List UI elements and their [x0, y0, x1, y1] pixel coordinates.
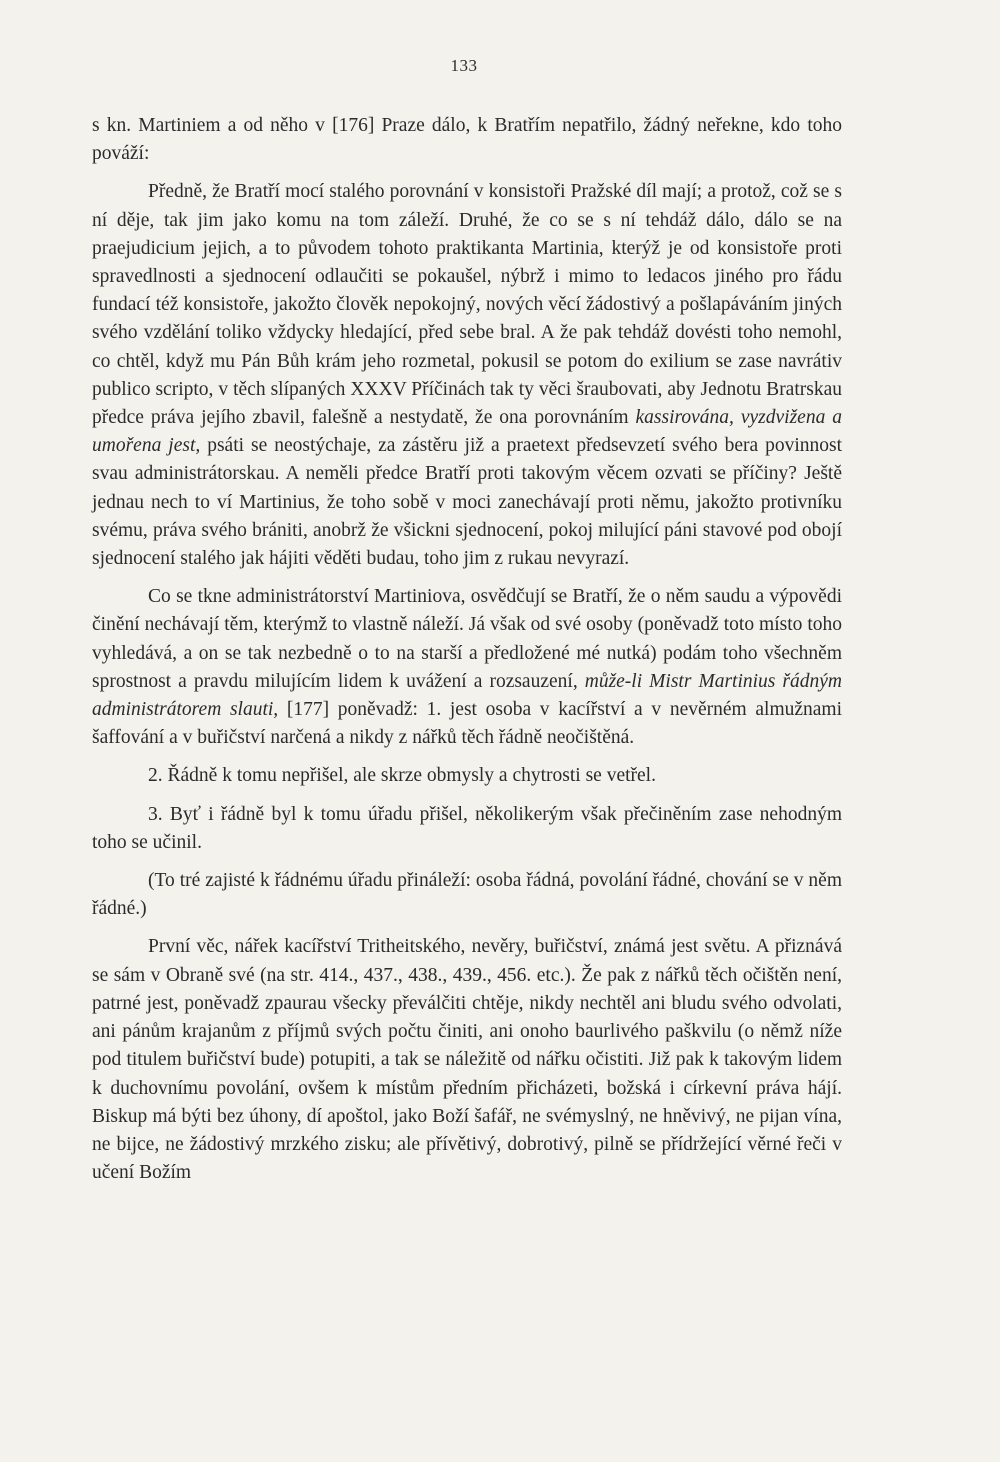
text-segment: (To tré zajisté k řádnému úřadu přináleží: osoba řádná, povolání řádné, chování se v něm řádné.): [92, 870, 842, 920]
paragraph: [92, 933, 842, 1187]
text-segment: Co se tkne administrátorství Martiniova, osvědčují se Bratří, že o něm saudu a výpovědi činění nechávají těm, kterýmž to vlastně náleží. Já však od své osoby (poněvadž toto místo toho vyhledává, a on se tak nezbedně o to na starší a předložené mé nutká) podám toho všechněm sprostnost a pravdu milujícím lidem k uvážení a rozsauzení,: [92, 586, 842, 692]
paragraph: [92, 801, 842, 857]
italic-text: může-li Mistr Martinius řádným administrátorem slauti,: [92, 670, 842, 721]
text-segment: s kn. Martiniem a od něho v [176] Praze dálo, k Bratřím nepatřilo, žádný neřekne, kdo toho pováží:: [92, 115, 842, 165]
page-number: 133: [450, 56, 478, 75]
paragraph: [92, 112, 842, 168]
paragraph: [92, 178, 842, 573]
text-segment: 2. Řádně k tomu nepřišel, ale skrze obmysly a chytrosti se vetřel.: [148, 765, 656, 787]
text-segment: 3. Byť i řádně byl k tomu úřadu přišel, několikerým však přečiněním zase nehodným toho se učinil.: [92, 803, 842, 853]
paragraph: [92, 583, 842, 752]
text-segment: První věc, nářek kacířství Tritheitského, nevěry, buřičství, známá jest světu. A přiznává se sám v Obraně své (na str. 414., 437., 438., 439., 456. etc.). Že pak z nářků těch očištěn není, patrné jest, poněvadž zpaurau všecky převálčiti chtěje, nikdy nechtěl ani bludu svého odvolati, ani pánům krajanům z příjmů svých počtu činiti, ani onoho baurlivého paškvilu (o němž níže pod titulem buřičství bude) potupiti, a tak se náležitě od nářku očistiti. Již pak k takovým lidem k duchovnímu povolání, ovšem k místům předním přicházeti, božská i církevní práva hájí. Biskup má býti bez úhony, dí apoštol, jako Boží šafář, ne svémyslný, ne hněvivý, ne pijan vína, ne bijce, ne žádostivý mrzkého zisku; ale přívětivý, dobrotivý, pilně se přídržející věrné řeči v učení Božím: [92, 936, 842, 1184]
text-segment: Předně, že Bratří mocí stalého porovnání v konsistoři Pražské díl mají; a protož, což se s ní děje, tak jim jako komu na tom záleží. Druhé, že co se s ní tehdáž dálo, dálo se na praejudicium jejich, a to původem tohoto praktikanta Martinia, kterýž je od konsistoře proti spravedlnosti a sjednocení odlaučiti se pokaušel, nýbrž i mimo to ledacos jiného pro řádu fundací též konsistoře, jakožto člověk nepokojný, nových věcí žádostivý a pošlapáváním jiných svého vzdělání toliko vždycky hledající, před sebe bral. A že pak tehdáž dovésti toho nemohl, co chtěl, když mu Pán Bůh krám jeho rozmetal, pokusil se potom do exilium se zase navrátiv publico scripto, v těch slípaných XXXV Příčinách tak ty věci šraubovati, aby Jednotu Bratrskau předce práva jejího zbavil, falešně a nestydatě, že ona porovnáním: [92, 181, 842, 429]
body-text: [92, 112, 842, 1197]
text-segment: [177] poněvadž: 1. jest osoba v kacířství a v nevěrném almužnami šaffování a v buřičství narčená a nikdy z nářků těch řádně neočištěná.: [92, 699, 843, 749]
italic-text: kassirována, vyzdvižena a umořena jest,: [92, 407, 842, 457]
paragraph: [92, 762, 842, 790]
text-segment: psáti se neostýchaje, za zástěru již a praetext předsevzetí svého bera povinnost svau administrátorskau. A neměli předce Bratří proti takovým věcem ozvati se příčiny? Ještě jednau nech to ví Martinius, že toho sobě v moci zanechávají proti němu, jakožto protivníku svému, práva svého brániti, anobrž že všickni sjednocení, pokoj milující páni stavové pod obojí sjednocení stalého jak hájiti věděti budau, toho jim z rukau nevyrazí.: [92, 435, 843, 570]
paragraph: [92, 867, 842, 923]
